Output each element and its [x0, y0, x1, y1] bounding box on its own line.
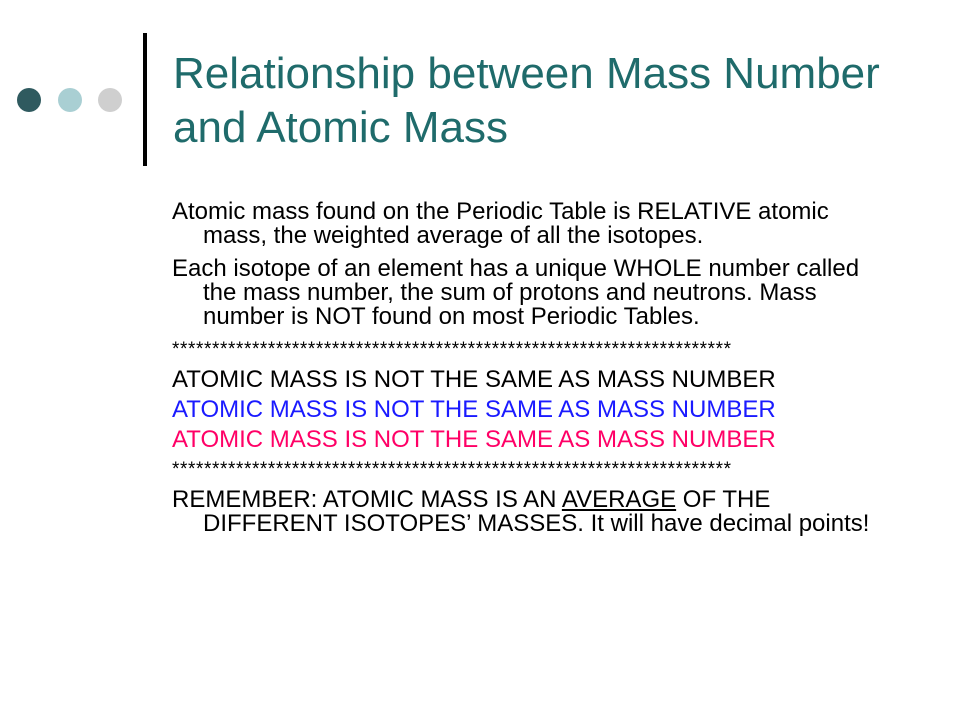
light-teal-dot-icon [58, 88, 82, 112]
gray-dot-icon [98, 88, 122, 112]
emphasis-line-pink: ATOMIC MASS IS NOT THE SAME AS MASS NUMBER [172, 426, 776, 453]
title-divider [143, 33, 147, 166]
paragraph-relative-atomic-mass: Atomic mass found on the Periodic Table is RELATIVE atomic mass, the weighted average of all the isotopes. [172, 198, 829, 249]
remember-underlined-word: AVERAGE [561, 486, 677, 513]
separator-top: ********************************************************************** [172, 339, 732, 360]
separator-bottom: ********************************************************************** [172, 459, 732, 480]
dark-teal-dot-icon [17, 88, 41, 112]
remember-note [172, 488, 892, 536]
slide-title: Relationship between Mass Number and Atomic Mass [173, 49, 880, 152]
paragraph-mass-number: Each isotope of an element has a unique WHOLE number called the mass number, the sum of protons and neutrons. Mass number is NOT found on most Periodic Tables. [172, 255, 860, 330]
emphasis-line-blue: ATOMIC MASS IS NOT THE SAME AS MASS NUMBER [172, 396, 776, 423]
remember-text-start: REMEMBER: ATOMIC MASS IS AN [172, 486, 562, 513]
slide-body [172, 200, 892, 545]
emphasis-line-black: ATOMIC MASS IS NOT THE SAME AS MASS NUMBER [172, 366, 776, 393]
remember-text-end: OF THE DIFFERENT ISOTOPES’ MASSES. It will have decimal points! [203, 486, 870, 537]
